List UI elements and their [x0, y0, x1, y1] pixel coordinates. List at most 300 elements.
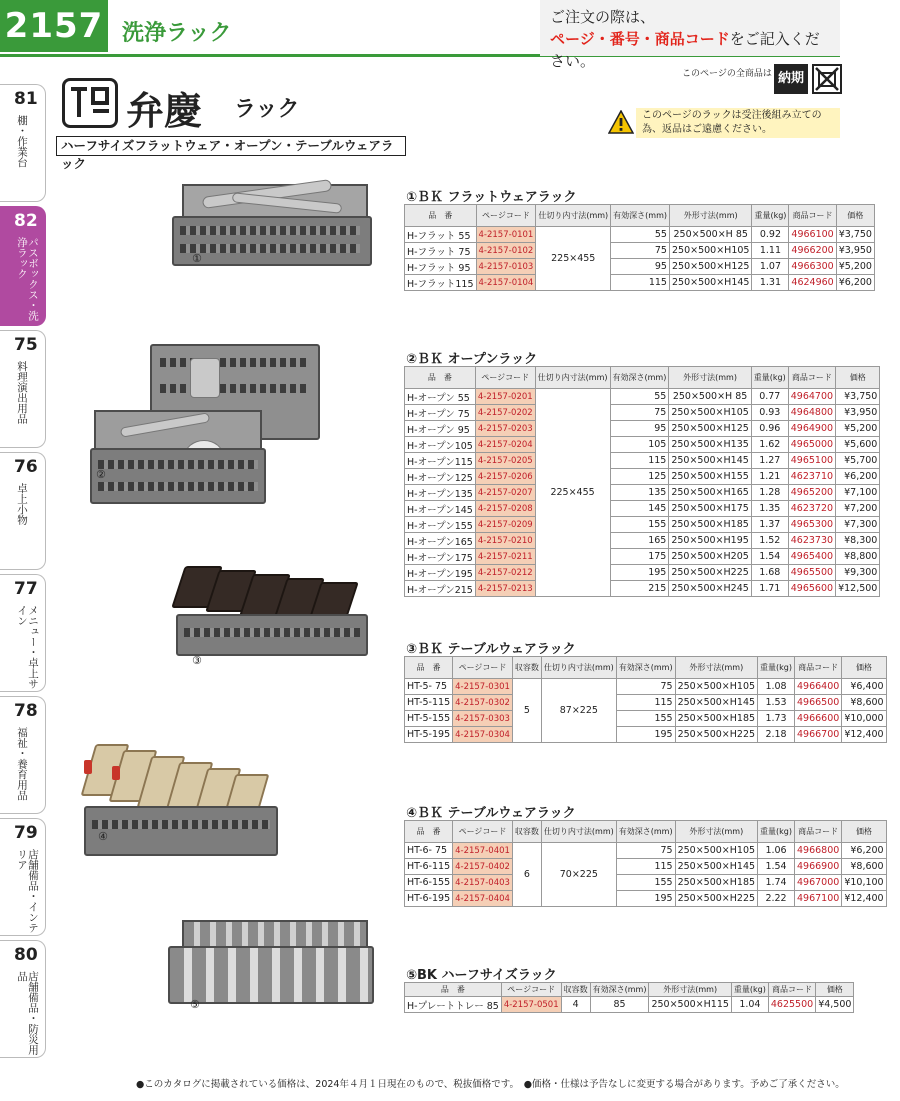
cell-weight: 1.74 — [758, 875, 795, 891]
cell-weight: 1.06 — [758, 843, 795, 859]
cell-code: 4964700 — [788, 389, 835, 405]
col-price: 価格 — [836, 367, 880, 389]
table-row — [405, 501, 880, 517]
cell-page-code: 4-2157-0402 — [453, 859, 513, 875]
cell-price: ¥6,200 — [836, 275, 874, 291]
cell-name: H-フラット 95 — [405, 259, 477, 275]
cell-weight: 0.96 — [751, 421, 788, 437]
cell-code: 4966500 — [795, 695, 842, 711]
cell-capacity: 5 — [512, 679, 541, 743]
cell-name: H-オープン155 — [405, 517, 476, 533]
cell-weight: 2.18 — [758, 727, 795, 743]
cell-page-code: 4-2157-0301 — [453, 679, 513, 695]
cell-page-code: 4-2157-0104 — [476, 275, 536, 291]
image-label-2: ② — [96, 468, 106, 481]
cell-code: 4965400 — [788, 549, 835, 565]
cell-capacity: 4 — [561, 997, 590, 1013]
col-page-code: ページコード — [453, 657, 513, 679]
col-depth: 有効深さ(mm) — [610, 367, 669, 389]
cell-outer: 250×500×H225 — [669, 565, 751, 581]
col-hinban: 品 番 — [405, 657, 453, 679]
cell-code: 4966800 — [795, 843, 842, 859]
col-weight: 重量(kg) — [752, 205, 789, 227]
cell-page-code: 4-2157-0210 — [475, 533, 535, 549]
cell-code: 4965000 — [788, 437, 835, 453]
cell-outer: 250×500×H195 — [669, 533, 751, 549]
cell-depth: 55 — [610, 389, 669, 405]
cell-price: ¥4,500 — [816, 997, 854, 1013]
cell-weight: 1.21 — [751, 469, 788, 485]
cell-price: ¥8,800 — [836, 549, 880, 565]
cell-page-code: 4-2157-0303 — [453, 711, 513, 727]
cell-code: 4965300 — [788, 517, 835, 533]
cell-page-code: 4-2157-0304 — [453, 727, 513, 743]
cell-code: 4623720 — [788, 501, 835, 517]
cell-code: 4967100 — [795, 891, 842, 907]
cell-page-code: 4-2157-0501 — [501, 997, 561, 1013]
table-row — [405, 469, 880, 485]
col-capacity: 収容数 — [512, 821, 541, 843]
cell-depth: 145 — [610, 501, 669, 517]
cell-code: 4965600 — [788, 581, 835, 597]
cell-code: 4966400 — [795, 679, 842, 695]
tableware-rack-5-image — [172, 556, 372, 660]
cell-outer: 250×500×H185 — [675, 711, 757, 727]
warning-icon — [608, 110, 634, 134]
cell-capacity: 6 — [512, 843, 541, 907]
return-notice: このページのラックは受注後組み立ての為、返品はご遠慮ください。 — [636, 108, 840, 138]
section-3-title: ③ＢＫ テーブルウェアラック — [406, 642, 576, 657]
cell-depth: 135 — [610, 485, 669, 501]
cell-code: 4966100 — [789, 227, 836, 243]
col-page-code: ページコード — [475, 367, 535, 389]
col-outer: 外形寸法(mm) — [669, 367, 751, 389]
page-number: 2157 — [0, 0, 108, 52]
cell-name: H-プレートトレー 85 — [405, 997, 502, 1013]
delivery-badge: 納期 — [774, 64, 808, 94]
col-outer: 外形寸法(mm) — [669, 205, 751, 227]
col-inner: 仕切り内寸法(mm) — [541, 821, 616, 843]
cell-name: H-オープン 55 — [405, 389, 476, 405]
cell-weight: 1.68 — [751, 565, 788, 581]
image-label-3: ③ — [192, 654, 202, 667]
table-row — [405, 437, 880, 453]
cell-outer: 250×500×H175 — [669, 501, 751, 517]
cell-page-code: 4-2157-0211 — [475, 549, 535, 565]
table-row — [405, 997, 854, 1013]
cell-depth: 75 — [610, 405, 669, 421]
cell-name: H-オープン125 — [405, 469, 476, 485]
cell-outer: 250×500×H145 — [675, 859, 757, 875]
cell-page-code: 4-2157-0208 — [475, 501, 535, 517]
cell-code: 4966600 — [795, 711, 842, 727]
cell-weight: 0.93 — [751, 405, 788, 421]
col-outer: 外形寸法(mm) — [649, 983, 731, 997]
table-row — [405, 727, 887, 743]
side-tab-num: 78 — [14, 701, 38, 721]
side-tab-75[interactable] — [0, 330, 46, 448]
cell-name: H-オープン145 — [405, 501, 476, 517]
cell-code: 4624960 — [789, 275, 836, 291]
cell-depth: 75 — [616, 843, 675, 859]
cell-depth: 85 — [590, 997, 649, 1013]
cell-name: H-オープン 95 — [405, 421, 476, 437]
cell-name: HT-6-115 — [405, 859, 453, 875]
table-row — [405, 275, 875, 291]
table-row — [405, 517, 880, 533]
cell-depth: 115 — [616, 695, 675, 711]
cell-depth: 165 — [610, 533, 669, 549]
table-row — [405, 259, 875, 275]
cell-depth: 195 — [616, 891, 675, 907]
cell-price: ¥9,300 — [836, 565, 880, 581]
cell-price: ¥6,200 — [836, 469, 880, 485]
cell-depth: 155 — [610, 517, 669, 533]
cell-outer: 250×500×H205 — [669, 549, 751, 565]
cell-depth: 95 — [610, 421, 669, 437]
cell-page-code: 4-2157-0213 — [475, 581, 535, 597]
order-highlight: ページ・番号・商品コード — [550, 30, 730, 48]
cell-outer: 250×500×H135 — [669, 437, 751, 453]
side-tab-76[interactable] — [0, 452, 46, 570]
cell-weight: 1.62 — [751, 437, 788, 453]
table-row — [405, 859, 887, 875]
side-tab-label: 料理演出用品 — [16, 361, 28, 424]
flatware-rack-image — [172, 178, 372, 274]
side-tab-num: 77 — [14, 579, 38, 599]
cell-outer: 250×500×H155 — [669, 469, 751, 485]
cell-name: H-オープン135 — [405, 485, 476, 501]
col-product-code: 商品コード — [795, 657, 842, 679]
cell-outer: 250×500×H105 — [675, 843, 757, 859]
brand-suffix: ラック — [234, 97, 300, 122]
cell-price: ¥3,750 — [836, 389, 880, 405]
col-price: 価格 — [816, 983, 854, 997]
cell-page-code: 4-2157-0401 — [453, 843, 513, 859]
side-tab-num: 76 — [14, 457, 38, 477]
table-row — [405, 549, 880, 565]
table-row — [405, 711, 887, 727]
cell-weight: 2.22 — [758, 891, 795, 907]
footer-note: ●このカタログに掲載されている価格は、2024年４月１日現在のもので、税抜価格です。 ●価格・仕様は予告なしに変更する場合があります。予めご了承ください。 — [136, 1079, 845, 1090]
image-label-4: ④ — [98, 830, 108, 843]
cell-depth: 105 — [610, 437, 669, 453]
side-tab-num: 79 — [14, 823, 38, 843]
col-hinban: 品 番 — [405, 821, 453, 843]
cell-code: 4966200 — [789, 243, 836, 259]
section-3-table — [404, 656, 887, 743]
table-row — [405, 679, 887, 695]
table-row — [405, 533, 880, 549]
section-4-table — [404, 820, 887, 907]
cell-price: ¥7,100 — [836, 485, 880, 501]
col-product-code: 商品コード — [768, 983, 815, 997]
cell-weight: 1.08 — [758, 679, 795, 695]
cell-code: 4966300 — [789, 259, 836, 275]
cell-depth: 75 — [616, 679, 675, 695]
col-hinban: 品 番 — [405, 367, 476, 389]
table-row — [405, 453, 880, 469]
col-weight: 重量(kg) — [758, 821, 795, 843]
cell-code: 4965200 — [788, 485, 835, 501]
no-cancel-icon — [812, 64, 842, 94]
cell-depth: 155 — [616, 711, 675, 727]
col-inner: 仕切り内寸法(mm) — [541, 657, 616, 679]
open-rack-image — [90, 344, 330, 512]
cell-code: 4964900 — [788, 421, 835, 437]
cell-code: 4965500 — [788, 565, 835, 581]
table-header — [405, 983, 854, 997]
cell-outer: 250×500×H185 — [675, 875, 757, 891]
col-page-code: ページコード — [453, 821, 513, 843]
table-row — [405, 843, 887, 859]
side-tab-82[interactable] — [0, 206, 46, 326]
cell-depth: 125 — [610, 469, 669, 485]
cell-code: 4965100 — [788, 453, 835, 469]
table-row — [405, 405, 880, 421]
cell-outer: 250×500×H105 — [675, 679, 757, 695]
side-tab-label: 店舗備品・防災用品 — [16, 971, 39, 1055]
cell-page-code: 4-2157-0204 — [475, 437, 535, 453]
cell-price: ¥12,500 — [836, 581, 880, 597]
cell-inner: 225×455 — [535, 389, 610, 597]
cell-price: ¥12,400 — [842, 891, 886, 907]
cell-page-code: 4-2157-0103 — [476, 259, 536, 275]
cell-page-code: 4-2157-0302 — [453, 695, 513, 711]
cell-name: HT-5-155 — [405, 711, 453, 727]
cell-price: ¥8,600 — [842, 859, 886, 875]
cell-code: 4964800 — [788, 405, 835, 421]
cell-page-code: 4-2157-0101 — [476, 227, 536, 243]
cell-outer: 250×500×H145 — [669, 275, 751, 291]
side-tab-num: 75 — [14, 335, 38, 355]
side-tab-77[interactable] — [0, 574, 46, 692]
side-tab-81[interactable] — [0, 84, 46, 202]
cell-outer: 250×500×H 85 — [669, 227, 751, 243]
cell-outer: 250×500×H185 — [669, 517, 751, 533]
cell-price: ¥3,750 — [836, 227, 874, 243]
cell-outer: 250×500×H225 — [675, 727, 757, 743]
col-capacity: 収容数 — [512, 657, 541, 679]
cell-name: H-オープン105 — [405, 437, 476, 453]
col-page-code: ページコード — [476, 205, 536, 227]
cell-weight: 1.07 — [752, 259, 789, 275]
cell-outer: 250×500×H115 — [649, 997, 731, 1013]
cell-weight: 1.52 — [751, 533, 788, 549]
table-row — [405, 581, 880, 597]
col-capacity: 収容数 — [561, 983, 590, 997]
table-header — [405, 367, 880, 389]
cell-price: ¥5,200 — [836, 421, 880, 437]
cell-price: ¥8,300 — [836, 533, 880, 549]
cell-outer: 250×500×H105 — [669, 243, 751, 259]
table-row — [405, 421, 880, 437]
cell-price: ¥10,100 — [842, 875, 886, 891]
cell-name: H-フラット 75 — [405, 243, 477, 259]
cell-page-code: 4-2157-0203 — [475, 421, 535, 437]
cell-price: ¥6,400 — [842, 679, 886, 695]
cell-weight: 1.54 — [758, 859, 795, 875]
col-page-code: ページコード — [501, 983, 561, 997]
cell-price: ¥8,600 — [842, 695, 886, 711]
cell-depth: 115 — [611, 275, 670, 291]
col-price: 価格 — [842, 821, 886, 843]
brand-name: 弁慶 — [126, 88, 203, 133]
image-label-1: ① — [192, 252, 202, 265]
cell-page-code: 4-2157-0207 — [475, 485, 535, 501]
table-row — [405, 875, 887, 891]
section-4-title: ④ＢＫ テーブルウェアラック — [406, 806, 576, 821]
col-outer: 外形寸法(mm) — [675, 657, 757, 679]
table-row — [405, 243, 875, 259]
col-price: 価格 — [836, 205, 874, 227]
side-tab-label: パスボックス・洗浄ラック — [16, 237, 39, 321]
table-row — [405, 227, 875, 243]
table-row — [405, 891, 887, 907]
cell-price: ¥7,300 — [836, 517, 880, 533]
cell-page-code: 4-2157-0202 — [475, 405, 535, 421]
cell-depth: 55 — [611, 227, 670, 243]
section-1-title: ①ＢＫ フラットウェアラック — [406, 190, 577, 205]
cell-page-code: 4-2157-0102 — [476, 243, 536, 259]
cell-weight: 1.31 — [752, 275, 789, 291]
cell-name: H-オープン215 — [405, 581, 476, 597]
cell-depth: 195 — [616, 727, 675, 743]
col-price: 価格 — [842, 657, 886, 679]
table-row — [405, 695, 887, 711]
col-hinban: 品 番 — [405, 983, 502, 997]
delivery-label: このページの全商品は — [682, 69, 772, 79]
cell-name: HT-5- 75 — [405, 679, 453, 695]
side-tab-label: 店舗備品・インテリア — [16, 849, 39, 933]
cell-page-code: 4-2157-0209 — [475, 517, 535, 533]
cell-name: H-フラット115 — [405, 275, 477, 291]
side-tab-label: メニュー・卓上サイン — [16, 605, 39, 689]
cell-depth: 95 — [611, 259, 670, 275]
cell-price: ¥5,700 — [836, 453, 880, 469]
cell-name: HT-5-195 — [405, 727, 453, 743]
col-product-code: 商品コード — [788, 367, 835, 389]
order-line2-rest: をご記入ください。 — [550, 30, 820, 70]
cell-code: 4623710 — [788, 469, 835, 485]
cell-price: ¥12,400 — [842, 727, 886, 743]
cell-weight: 1.11 — [752, 243, 789, 259]
cell-price: ¥6,200 — [842, 843, 886, 859]
cell-weight: 1.37 — [751, 517, 788, 533]
cell-weight: 1.28 — [751, 485, 788, 501]
cell-outer: 250×500×H105 — [669, 405, 751, 421]
order-instruction — [540, 0, 840, 70]
cell-weight: 1.73 — [758, 711, 795, 727]
col-inner: 仕切り内寸法(mm) — [536, 205, 611, 227]
tableware-rack-6-image — [82, 740, 282, 864]
cell-price: ¥3,950 — [836, 243, 874, 259]
cell-outer: 250×500×H245 — [669, 581, 751, 597]
brand-logo-icon — [62, 78, 118, 128]
col-depth: 有効深さ(mm) — [590, 983, 649, 997]
cell-depth: 115 — [616, 859, 675, 875]
side-tab-79[interactable] — [0, 818, 46, 936]
cell-page-code: 4-2157-0212 — [475, 565, 535, 581]
col-depth: 有効深さ(mm) — [611, 205, 670, 227]
category-title: ハーフサイズフラットウェア・オープン・テーブルウェアラック — [56, 136, 406, 156]
cell-page-code: 4-2157-0201 — [475, 389, 535, 405]
cell-page-code: 4-2157-0404 — [453, 891, 513, 907]
cell-price: ¥3,950 — [836, 405, 880, 421]
cell-name: HT-6-155 — [405, 875, 453, 891]
cell-inner: 225×455 — [536, 227, 611, 291]
side-tab-label: 福祉・養育用品 — [16, 727, 28, 801]
cell-weight: 0.92 — [752, 227, 789, 243]
table-header — [405, 205, 875, 227]
cell-depth: 115 — [610, 453, 669, 469]
section-2-table — [404, 366, 880, 597]
col-depth: 有効深さ(mm) — [616, 821, 675, 843]
section-5-title: ⑤BK ハーフサイズラック — [406, 968, 557, 983]
table-row — [405, 485, 880, 501]
side-tab-label: 卓上小物 — [16, 483, 28, 525]
cell-name: H-オープン115 — [405, 453, 476, 469]
cell-page-code: 4-2157-0206 — [475, 469, 535, 485]
section-1-table — [404, 204, 875, 291]
cell-price: ¥5,200 — [836, 259, 874, 275]
table-row — [405, 389, 880, 405]
cell-weight: 1.27 — [751, 453, 788, 469]
cell-inner: 87×225 — [541, 679, 616, 743]
cell-name: H-オープン175 — [405, 549, 476, 565]
cell-price: ¥10,000 — [842, 711, 886, 727]
cell-outer: 250×500×H145 — [669, 453, 751, 469]
col-weight: 重量(kg) — [731, 983, 768, 997]
image-label-5: ⑤ — [190, 998, 200, 1011]
cell-weight: 1.71 — [751, 581, 788, 597]
cell-code: 4623730 — [788, 533, 835, 549]
cell-weight: 1.53 — [758, 695, 795, 711]
section-5-table — [404, 982, 854, 1013]
cell-depth: 75 — [611, 243, 670, 259]
col-hinban: 品 番 — [405, 205, 477, 227]
cell-code: 4967000 — [795, 875, 842, 891]
cell-outer: 250×500×H225 — [675, 891, 757, 907]
side-tab-num: 82 — [14, 211, 38, 231]
cell-depth: 155 — [616, 875, 675, 891]
cell-price: ¥7,200 — [836, 501, 880, 517]
col-product-code: 商品コード — [795, 821, 842, 843]
side-tab-80[interactable] — [0, 940, 46, 1058]
cell-price: ¥5,600 — [836, 437, 880, 453]
cell-name: H-オープン 75 — [405, 405, 476, 421]
cell-page-code: 4-2157-0205 — [475, 453, 535, 469]
cell-weight: 1.04 — [731, 997, 768, 1013]
cell-outer: 250×500×H 85 — [669, 389, 751, 405]
cell-weight: 1.54 — [751, 549, 788, 565]
col-weight: 重量(kg) — [758, 657, 795, 679]
side-tab-label: 棚・作業台 — [16, 115, 28, 168]
col-product-code: 商品コード — [789, 205, 836, 227]
side-tab-78[interactable] — [0, 696, 46, 814]
cell-depth: 175 — [610, 549, 669, 565]
cell-name: H-オープン165 — [405, 533, 476, 549]
table-row — [405, 565, 880, 581]
cell-name: H-フラット 55 — [405, 227, 477, 243]
side-tab-num: 80 — [14, 945, 38, 965]
cell-name: HT-5-115 — [405, 695, 453, 711]
cell-depth: 215 — [610, 581, 669, 597]
order-line1: ご注文の際は、 — [550, 8, 656, 26]
col-depth: 有効深さ(mm) — [616, 657, 675, 679]
cell-outer: 250×500×H145 — [675, 695, 757, 711]
cell-page-code: 4-2157-0403 — [453, 875, 513, 891]
